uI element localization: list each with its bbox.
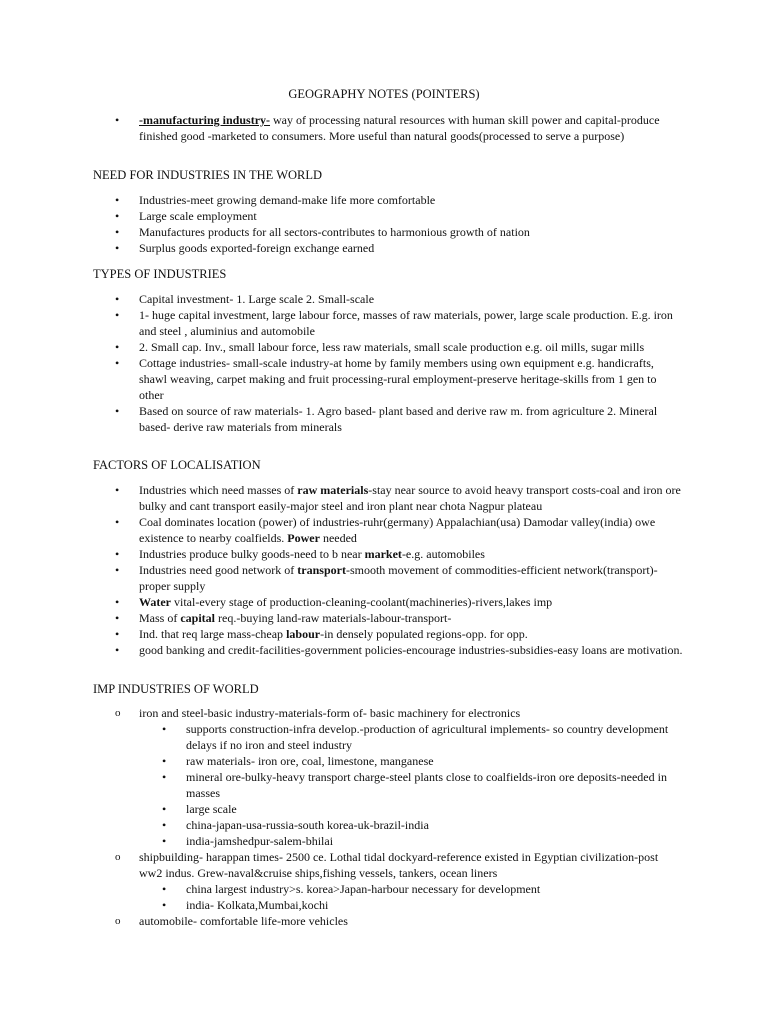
factors-list [93, 482, 683, 658]
list-item-iron-steel: o iron and steel-basic industry-materials-form of- basic machinery for electronics • supports construction-infra develop.-production of agricultural implements- so country development delays if no iron and steel industry • raw materials- iron ore, coal, limestone, manganese • mineral ore-bulky-heavy transport charge-steel plants close to coalfields-iron ore deposits-needed in masses • large scale • china-japan-usa-russia-south korea-uk-brazil-india • india-jamshedpur-salem-bhilai [93, 705, 683, 849]
list-item: • mineral ore-bulky-heavy transport charge-steel plants close to coalfields-iron ore deposits-needed in masses [139, 769, 683, 801]
types-list [93, 291, 683, 435]
list-item: • 1- huge capital investment, large labour force, masses of raw materials, power, large scale production. E.g. iron and steel , aluminius and automobile [93, 307, 683, 339]
heading-types: TYPES OF INDUSTRIES [93, 267, 227, 281]
list-item [93, 112, 683, 144]
heading-factors: FACTORS OF LOCALISATION [93, 458, 261, 472]
heading-imp-industries: IMP INDUSTRIES OF WORLD [93, 682, 259, 696]
imp-industries-list [93, 705, 683, 929]
list-item: • china largest industry>s. korea>Japan-harbour necessary for development [139, 881, 683, 897]
list-item: • Mass of capital req.-buying land-raw materials-labour-transport- [93, 610, 683, 626]
list-item: • Industries need good network of transport-smooth movement of commodities-efficient network(transport)-proper supply [93, 562, 683, 594]
list-item-shipbuilding: o shipbuilding- harappan times- 2500 ce. Lothal tidal dockyard-reference existed in Egyptian civilization-post ww2 indus. Grew-naval&cruise ships,fishing vessels, tankers, ocean liners • china largest industry>s. korea>Japan-harbour necessary for development • india- Kolkata,Mumbai,kochi [93, 849, 683, 913]
need-list [93, 192, 683, 256]
list-item: • supports construction-infra develop.-production of agricultural implements- so country development delays if no iron and steel industry [139, 721, 683, 753]
list-item: • raw materials- iron ore, coal, limestone, manganese [139, 753, 683, 769]
list-item: • good banking and credit-facilities-government policies-encourage industries-subsidies-easy loans are motivation. [93, 642, 683, 658]
list-item: • 2. Small cap. Inv., small labour force, less raw materials, small scale production e.g. oil mills, sugar mills [93, 339, 683, 355]
list-item: • Based on source of raw materials- 1. Agro based- plant based and derive raw m. from agriculture 2. Mineral based- derive raw materials from minerals [93, 403, 683, 435]
list-item: • Industries produce bulky goods-need to b near market-e.g. automobiles [93, 546, 683, 562]
list-item: • Water vital-every stage of production-cleaning-coolant(machineries)-rivers,lakes imp [93, 594, 683, 610]
list-item: • Industries-meet growing demand-make life more comfortable [93, 192, 683, 208]
list-item: • Cottage industries- small-scale industry-at home by family members using own equipment e.g. handicrafts, shawl weaving, carpet making and fruit processing-rural employment-preserve heritage-skills from 1 gen to other [93, 355, 683, 403]
list-item: • Large scale employment [93, 208, 683, 224]
intro-text: way of processing natural resources with human skill power and capital-produce finished good -marketed to consumers. More useful than natural goods(processed to serve a purpose) [139, 113, 660, 143]
list-item: • large scale [139, 801, 683, 817]
list-item: • Manufactures products for all sectors-contributes to harmonious growth of nation [93, 224, 683, 240]
list-item: • india- Kolkata,Mumbai,kochi [139, 897, 683, 913]
iron-steel-sublist [139, 721, 683, 849]
shipbuilding-sublist [139, 881, 683, 913]
heading-need: NEED FOR INDUSTRIES IN THE WORLD [93, 168, 323, 182]
intro-list [93, 112, 683, 144]
list-item: • china-japan-usa-russia-south korea-uk-brazil-india [139, 817, 683, 833]
list-item-automobile: o automobile- comfortable life-more vehicles [93, 913, 683, 929]
page-title: GEOGRAPHY NOTES (POINTERS) [288, 87, 480, 101]
list-item: • Capital investment- 1. Large scale 2. Small-scale [93, 291, 683, 307]
list-item: • Ind. that req large mass-cheap labour-in densely populated regions-opp. for opp. [93, 626, 683, 642]
term-manufacturing-industry: -manufacturing industry- [139, 113, 271, 127]
list-item: • india-jamshedpur-salem-bhilai [139, 833, 683, 849]
list-item: • Coal dominates location (power) of industries-ruhr(germany) Appalachian(usa) Damodar valley(india) owe existence to nearby coalfields. Power needed [93, 514, 683, 546]
list-item: • Surplus goods exported-foreign exchange earned [93, 240, 683, 256]
list-item: • Industries which need masses of raw materials-stay near source to avoid heavy transport costs-coal and iron ore bulky and cant transport easily-major steel and iron plant near chota Nagpur plateau [93, 482, 683, 514]
